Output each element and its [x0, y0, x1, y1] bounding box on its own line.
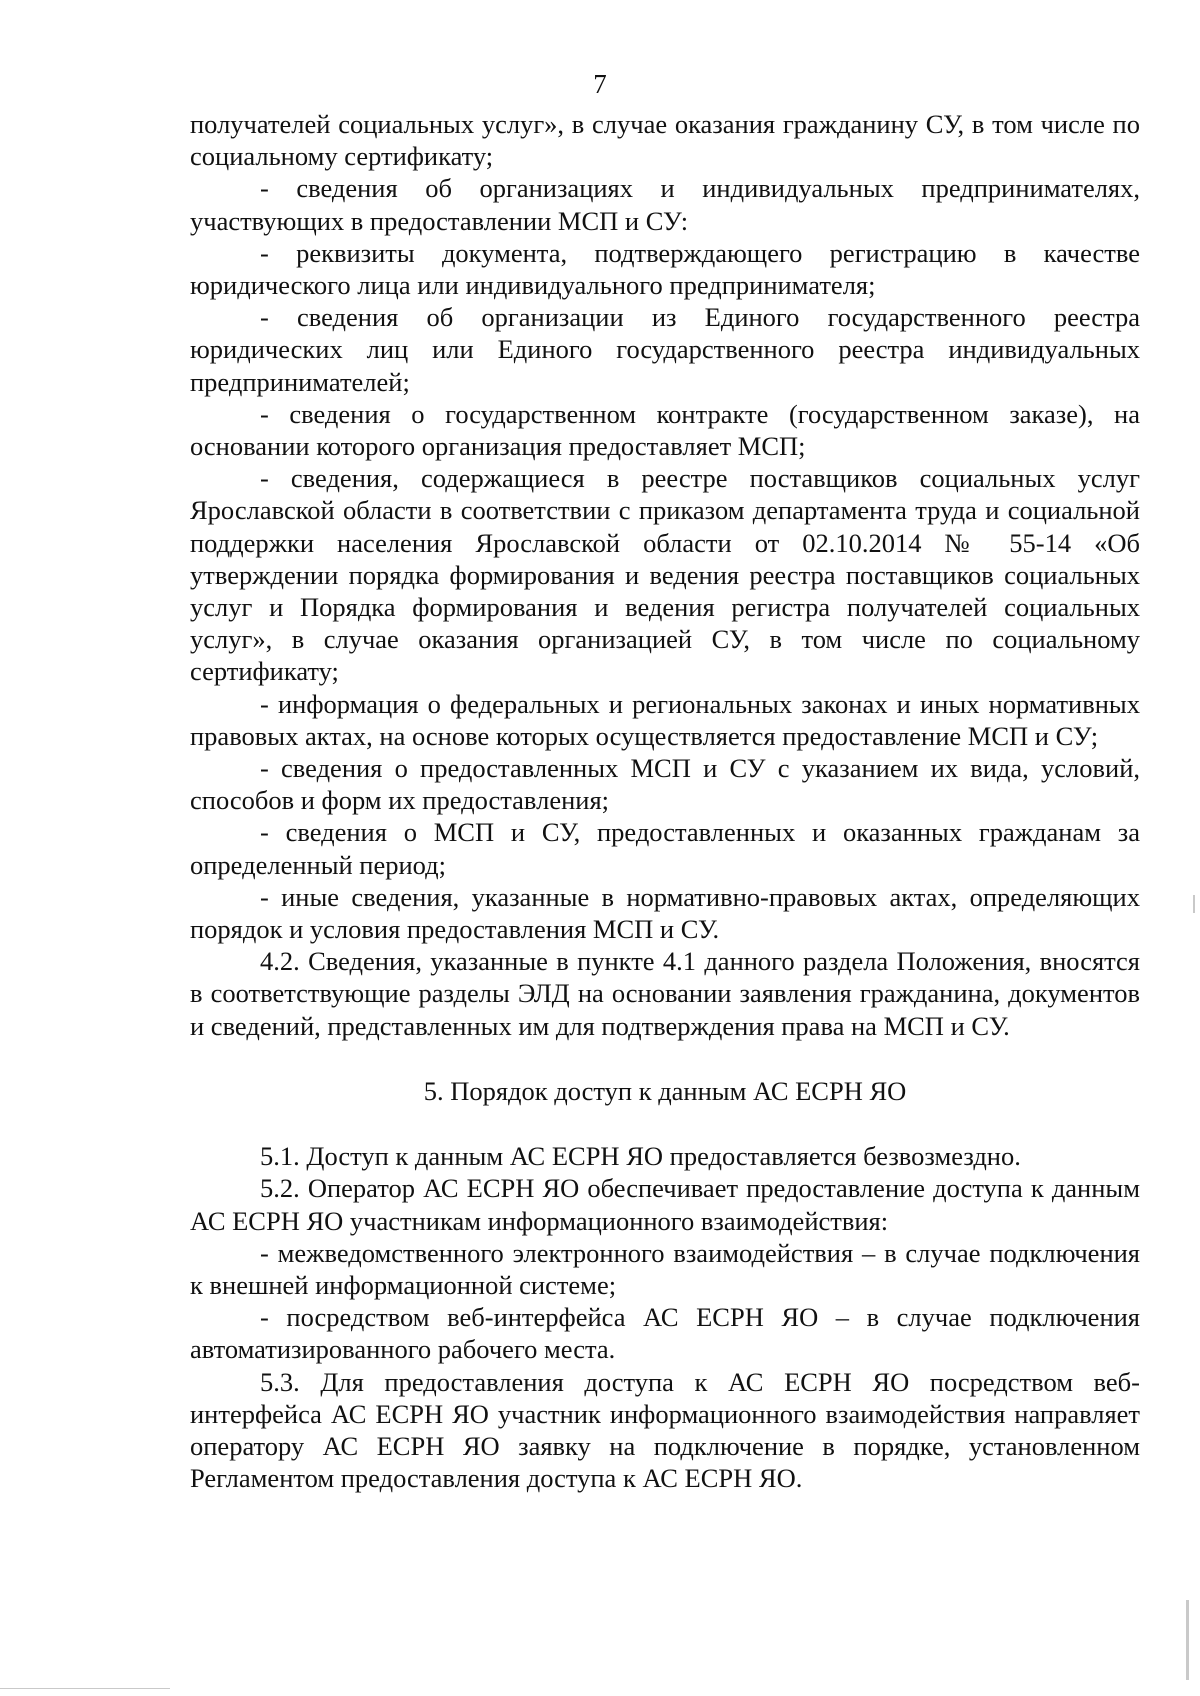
paragraph-5-2: 5.2. Оператор АС ЕСРН ЯО обеспечивает предоставление доступа к данным АС ЕСРН ЯО участникам информационного взаимодействия: [190, 1173, 1140, 1236]
paragraph-5-3: 5.3. Для предоставления доступа к АС ЕСРН ЯО посредством веб-интерфейса АС ЕСРН ЯО участник информационного взаимодействия направляет оператору АС ЕСРН ЯО заявку на подключение в порядке, установленном Регламентом предоставления доступа к АС ЕСРН ЯО. [190, 1366, 1140, 1494]
list-item: - сведения об организациях и индивидуальных предпринимателях, участвующих в предоставлении МСП и СУ: [190, 173, 1140, 236]
list-item: - сведения о государственном контракте (государственном заказе), на основании которого организация предоставляет МСП; [190, 398, 1140, 462]
paragraph: получателей социальных услуг», в случае оказания гражданину СУ, в том числе по социальному сертификату; [190, 109, 1140, 172]
paragraph-4-2: 4.2. Сведения, указанные в пункте 4.1 данного раздела Положения, вносятся в соответствующие разделы ЭЛД на основании заявления гражданина, документов и сведений, представленных им для подтверждения права на МСП и СУ. [190, 946, 1140, 1041]
list-item: - сведения о МСП и СУ, предоставленных и оказанных гражданам за определенный период; [190, 817, 1140, 880]
list-item: - сведения о предоставленных МСП и СУ с указанием их вида, условий, способов и форм их предоставления; [190, 753, 1140, 816]
scan-margin-mark [1193, 895, 1195, 913]
list-item: - сведения, содержащиеся в реестре поставщиков социальных услуг Ярославской области в соответствии с приказом департамента труда и социальной поддержки населения Ярославской области от 02.10.2014 № 55-14 «Об утверждении порядка формирования и ведения реестра поставщиков социальных услуг и Порядка формирования и ведения регистра получателей социальных услуг», в случае оказания организацией СУ, в том числе по социальному сертификату; [190, 463, 1140, 687]
scan-margin-mark [0, 1688, 170, 1689]
list-item: - сведения об организации из Единого государственного реестра юридических лиц или Единого государственного реестра индивидуальных предпринимателей; [190, 302, 1140, 397]
list-item: - реквизиты документа, подтверждающего регистрацию в качестве юридического лица или индивидуального предпринимателя; [190, 237, 1140, 301]
list-item: - информация о федеральных и региональных законах и иных нормативных правовых актах, на основе которых осуществляется предоставление МСП и СУ; [190, 688, 1140, 751]
page-number: 7 [593, 69, 607, 99]
paragraph-5-1: 5.1. Доступ к данным АС ЕСРН ЯО предоставляется безвозмездно. [260, 1141, 1021, 1172]
scan-margin-mark [1186, 1600, 1189, 1680]
list-item: - межведомственного электронного взаимодействия – в случае подключения к внешней информационной системе; [190, 1237, 1140, 1300]
section-heading: 5. Порядок доступ к данным АС ЕСРН ЯО [423, 1075, 907, 1106]
list-item: - иные сведения, указанные в нормативно-правовых актах, определяющих порядок и условия предоставления МСП и СУ. [190, 881, 1140, 945]
list-item: - посредством веб-интерфейса АС ЕСРН ЯО – в случае подключения автоматизированного рабочего места. [190, 1302, 1140, 1365]
document-body [190, 108, 1140, 1494]
